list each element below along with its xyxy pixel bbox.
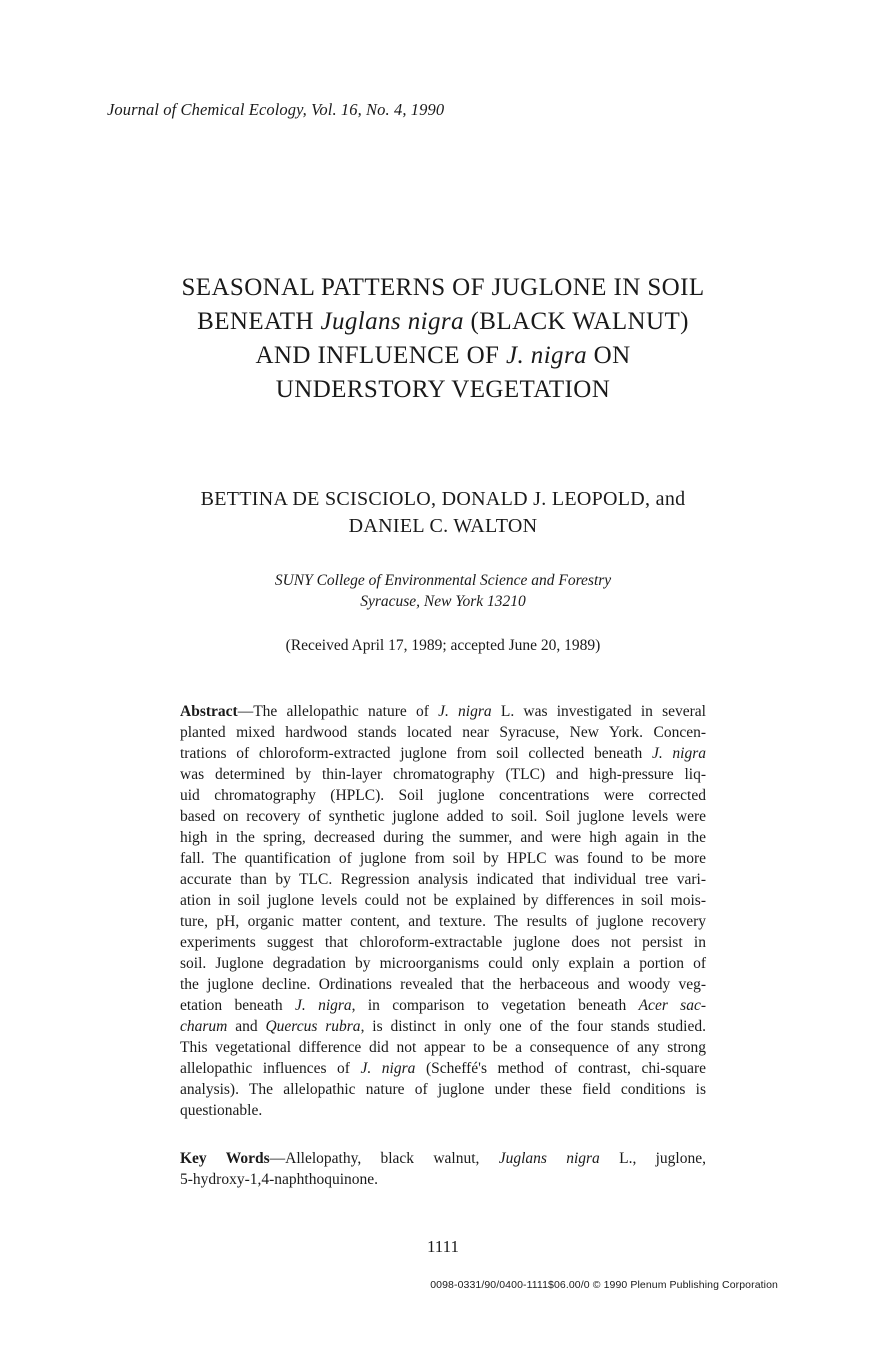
species-name: Juglans nigra bbox=[320, 308, 464, 335]
abstract-line: trations of chloroform-extracted juglone from soil collected beneath J. nigra bbox=[180, 745, 706, 762]
abstract-line: fall. The quantification of juglone from soil by HPLC was found to be more bbox=[180, 850, 706, 867]
abstract-line: ation in soil juglone levels could not be explained by differences in soil mois- bbox=[180, 892, 706, 909]
keywords bbox=[180, 1148, 706, 1190]
copyright-footer: 0098-0331/90/0400-1111$06.00/0 © 1990 Plenum Publishing Corporation bbox=[430, 1279, 778, 1291]
abstract-line: questionable. bbox=[180, 1102, 263, 1119]
title-line-1: SEASONAL PATTERNS OF JUGLONE IN SOIL bbox=[181, 274, 705, 301]
abstract-line: the juglone decline. Ordinations revealed that the herbaceous and woody veg- bbox=[180, 976, 706, 993]
abstract bbox=[180, 701, 706, 1121]
abstract-line: etation beneath J. nigra, in comparison to vegetation beneath Acer sac- bbox=[180, 997, 706, 1014]
abstract-line: This vegetational difference did not appear to be a consequence of any strong bbox=[180, 1039, 706, 1056]
affiliation-institution: SUNY College of Environmental Science and Forestry bbox=[274, 572, 612, 589]
abstract-line: planted mixed hardwood stands located near Syracuse, New York. Concen- bbox=[180, 724, 706, 741]
abstract-line: experiments suggest that chloroform-extractable juglone does not persist in bbox=[180, 934, 706, 951]
abstract-line: uid chromatography (HPLC). Soil juglone concentrations were corrected bbox=[180, 787, 706, 804]
keywords-label: Key Words bbox=[180, 1150, 270, 1167]
abstract-line: high in the spring, decreased during the summer, and were high again in the bbox=[180, 829, 706, 846]
authors bbox=[0, 486, 886, 540]
page-number: 1111 bbox=[426, 1237, 460, 1256]
abstract-line: soil. Juglone degradation by microorganisms could only explain a portion of bbox=[180, 955, 706, 972]
authors-line-1: BETTINA DE SCISCIOLO, DONALD J. LEOPOLD, and bbox=[200, 488, 686, 510]
title-line-2: BENEATH Juglans nigra (BLACK WALNUT) bbox=[197, 308, 689, 335]
article-title bbox=[0, 271, 886, 407]
title-line-4: UNDERSTORY VEGETATION bbox=[275, 376, 611, 403]
abstract-line: based on recovery of synthetic juglone added to soil. Soil juglone levels were bbox=[180, 808, 706, 825]
title-line-3: AND INFLUENCE OF J. nigra ON bbox=[255, 342, 631, 369]
abstract-line: ture, pH, organic matter content, and texture. The results of juglone recovery bbox=[180, 913, 706, 930]
abstract-line: Abstract—The allelopathic nature of J. nigra L. was investigated in several bbox=[180, 703, 706, 720]
keywords-line: 5-hydroxy-1,4-naphthoquinone. bbox=[180, 1171, 379, 1188]
affiliation-location: Syracuse, New York 13210 bbox=[360, 593, 526, 610]
abstract-line: allelopathic influences of J. nigra (Scheffé's method of contrast, chi-square bbox=[180, 1060, 707, 1077]
abstract-line: analysis). The allelopathic nature of juglone under these field conditions is bbox=[180, 1081, 706, 1098]
affiliation bbox=[0, 570, 886, 612]
journal-citation: Journal of Chemical Ecology, Vol. 16, No. 4, 1990 bbox=[107, 100, 445, 119]
abstract-line: charum and Quercus rubra, is distinct in only one of the four stands studied. bbox=[180, 1018, 706, 1035]
abstract-line: was determined by thin-layer chromatography (TLC) and high-pressure liq- bbox=[180, 766, 706, 783]
abstract-label: Abstract bbox=[180, 703, 238, 720]
keywords-line: Key Words—Allelopathy, black walnut, Juglans nigra L., juglone, bbox=[180, 1150, 706, 1167]
abstract-line: accurate than by TLC. Regression analysis indicated that individual tree vari- bbox=[180, 871, 706, 888]
authors-line-2: DANIEL C. WALTON bbox=[348, 515, 538, 537]
species-name-abbrev: J. nigra bbox=[506, 342, 587, 369]
received-dates: (Received April 17, 1989; accepted June 20, 1989) bbox=[285, 637, 601, 654]
